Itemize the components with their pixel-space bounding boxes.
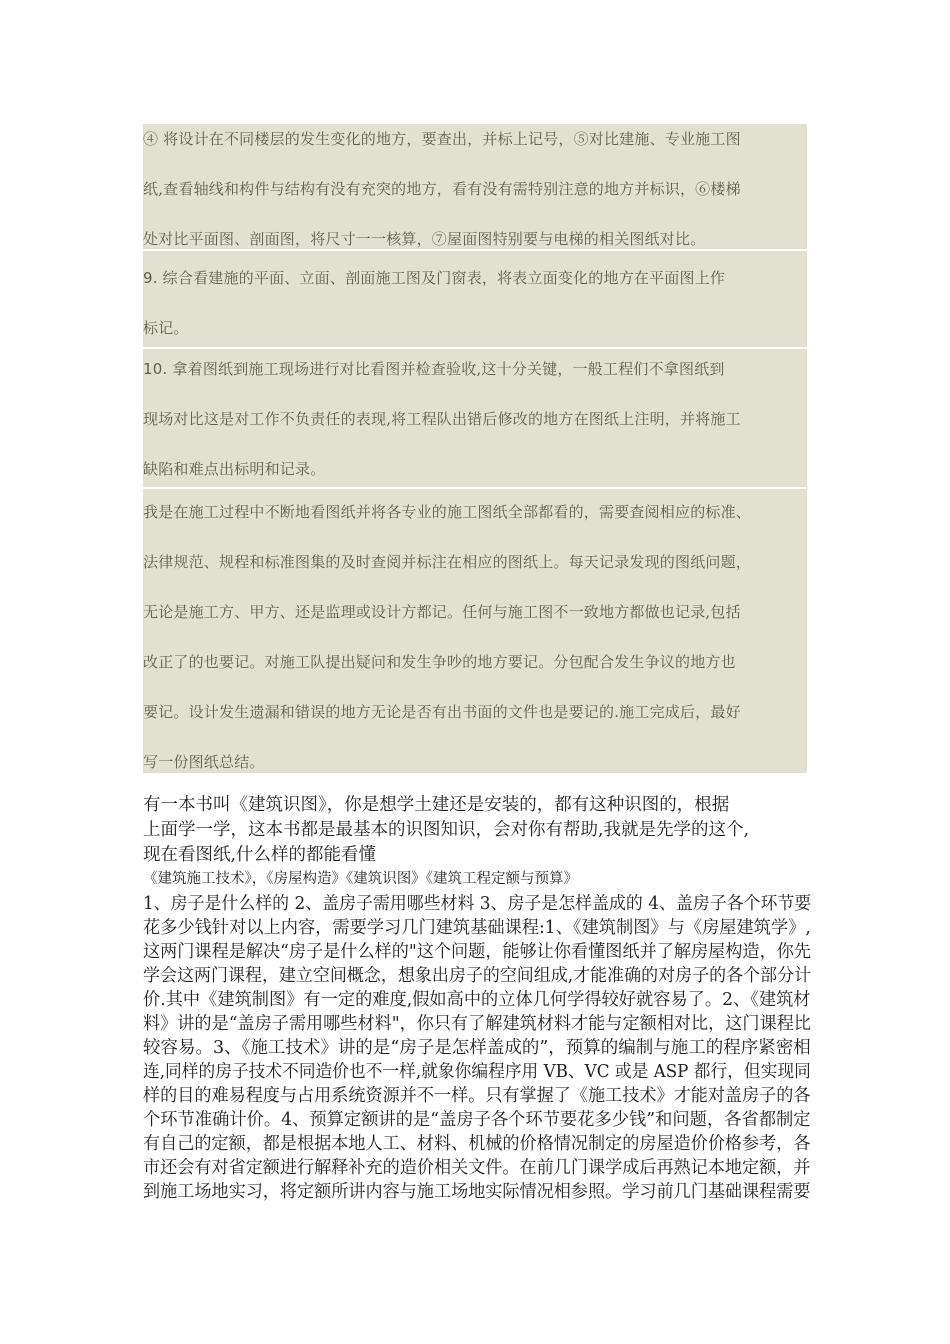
text-line: 标记。 <box>143 319 189 337</box>
detail-line: 这两门课程是解决“房子是什么样的"这个问题，能够让你看懂图纸并了解房屋构造，你先 <box>143 942 811 962</box>
text-line: 我是在施工过程中不断地看图纸并将各专业的施工图纸全部都看的，需要查阅相应的标准、 <box>143 503 752 521</box>
intro-line: 现在看图纸,什么样的都能看懂 <box>143 845 377 865</box>
item-number: 10 <box>143 360 163 378</box>
detail-line: 料》讲的是“盖房子需用哪些材料"，你只有了解建筑材料才能与定额相对比，这门课程比 <box>143 1014 811 1034</box>
text-line: ④ 将设计在不同楼层的发生变化的地方，要查出，并标上记号，⑤对比建施、专业施工图 <box>143 130 741 148</box>
book-list: 《建筑施工技术》，《房屋构造》《建筑识图》《建筑工程定额与预算》 <box>143 871 578 887</box>
detail-line: 价.其中《建筑制图》有一定的难度,假如高中的立体几何学得较好就容易了。2、《建筑材 <box>143 990 811 1010</box>
detail-line: 连,同样的房子技术不同造价也不一样,就象你编程序用 VB、VC 或是 ASP 都行，但实现同 <box>143 1062 811 1082</box>
text-line: 纸,查看轴线和构件与结构有没有充突的地方，看有没有需特别注意的地方并标识，⑥楼梯 <box>143 180 741 198</box>
highlight-block-item-9 <box>143 251 807 347</box>
detail-line: 1、房子是什么样的 2、盖房子需用哪些材料 3、房子是怎样盖成的 4、盖房子各个环节要 <box>143 894 812 914</box>
highlight-block-experience <box>143 489 807 773</box>
highlight-block-item-10 <box>143 349 807 487</box>
highlight-block-steps <box>143 124 807 249</box>
list-item-10 <box>143 358 725 379</box>
detail-line: 市还会有对省定额进行解释补充的造价相关文件。在前几门课学成后再熟记本地定额，并 <box>143 1158 811 1178</box>
text-line: 改正了的也要记。对施工队提出疑问和发生争吵的地方要记。分包配合发生争议的地方也 <box>143 653 736 671</box>
text-line: 现场对比这是对工作不负责任的表现,将工程队出错后修改的地方在图纸上注明，并将施工 <box>143 410 741 428</box>
text-line: 处对比平面图、剖面图，将尺寸一一核算，⑦屋面图特别要与电梯的相关图纸对比。 <box>143 230 706 248</box>
detail-line: 到施工场地实习，将定额所讲内容与施工场地实际情况相参照。学习前几门基础课程需要 <box>143 1182 811 1202</box>
detail-line: 较容易。3、《施工技术》讲的是“房子是怎样盖成的”，预算的编制与施工的程序紧密相 <box>143 1038 811 1058</box>
text-line: 缺陷和难点出标明和记录。 <box>143 460 326 478</box>
detail-line: 个环节准确计价。4、预算定额讲的是“盖房子各个环节要花多少钱”和问题，各省都制定 <box>143 1110 811 1130</box>
item-number: 9 <box>143 269 153 287</box>
text-line: 无论是施工方、甲方、还是监理或设计方都记。任何与施工图不一致地方都做也记录,包括 <box>143 603 741 621</box>
detail-line: 学会这两门课程，建立空间概念，想象出房子的空间组成,才能准确的对房子的各个部分计 <box>143 966 812 986</box>
intro-line: 上面学一学，这本书都是最基本的识图知识，会对你有帮助,我就是先学的这个, <box>143 820 750 840</box>
intro-line: 有一本书叫《建筑识图》，你是想学土建还是安装的，都有这种识图的，根据 <box>143 795 730 815</box>
item-text: . 拿着图纸到施工现场进行对比看图并检查验收,这十分关键，一般工程们不拿图纸到 <box>162 360 725 378</box>
text-line: 法律规范、规程和标准图集的及时查阅并标注在相应的图纸上。每天记录发现的图纸问题， <box>143 553 752 571</box>
list-item-9 <box>143 267 725 288</box>
text-line: 写一份图纸总结。 <box>143 753 265 771</box>
text-line: 要记。设计发生遗漏和错误的地方无论是否有出书面的文件也是要记的.施工完成后，最好 <box>143 703 741 721</box>
detail-line: 样的目的难易程度与占用系统资源并不一样。只有掌握了《施工技术》才能对盖房子的各 <box>143 1086 811 1106</box>
item-text: . 综合看建施的平面、立面、剖面施工图及门窗表，将表立面变化的地方在平面图上作 <box>152 269 726 287</box>
detail-line: 有自己的定额，都是根据本地人工、材料、机械的价格情况制定的房屋造价价格参考，各 <box>143 1134 811 1154</box>
detail-line: 花多少钱针对以上内容，需要学习几门建筑基础课程:1、《建筑制图》与《房屋建筑学》, <box>143 918 811 938</box>
